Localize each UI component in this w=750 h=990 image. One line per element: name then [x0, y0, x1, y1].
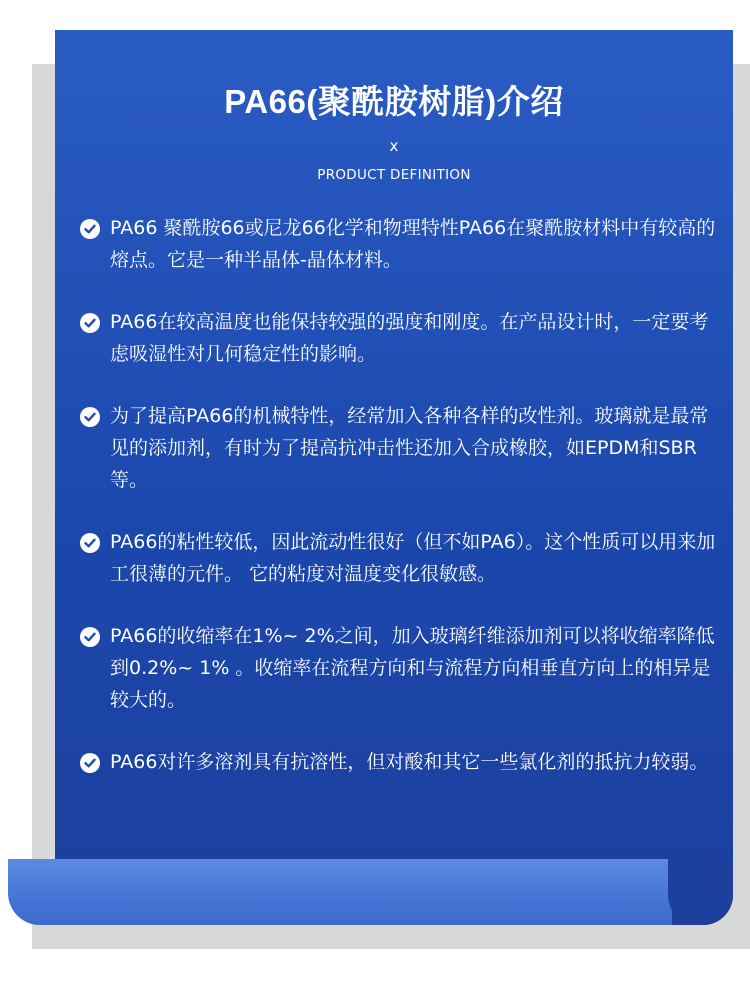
list-item-text: PA66的粘性较低，因此流动性很好（但不如PA6）。这个性质可以用来加工很薄的元件。 它的粘度对温度变化很敏感。	[110, 531, 716, 585]
check-circle-icon	[80, 219, 100, 239]
list-item-text: 为了提高PA66的机械特性，经常加入各种各样的改性剂。玻璃就是最常见的添加剂，有时为了提高抗冲击性还加入合成橡胶，如EPDM和SBR等。	[110, 405, 709, 491]
list-item	[80, 212, 720, 276]
list-item	[80, 620, 720, 716]
feature-list	[80, 212, 720, 778]
check-circle-icon	[80, 407, 100, 427]
list-item-text: PA66对许多溶剂具有抗溶性，但对酸和其它一些氯化剂的抵抗力较弱。	[110, 751, 709, 773]
page-subtitle: PRODUCT DEFINITION	[317, 167, 471, 183]
scroll-curl	[668, 859, 733, 925]
scroll-bottom-band	[8, 859, 672, 925]
list-item-text: PA66在较高温度也能保持较强的强度和刚度。在产品设计时，一定要考虑吸湿性对几何稳定性的影响。	[110, 311, 709, 365]
list-item-text: PA66 聚酰胺66或尼龙66化学和物理特性PA66在聚酰胺材料中有较高的熔点。它是一种半晶体-晶体材料。	[110, 217, 716, 271]
list-item-text: PA66的收缩率在1%~ 2%之间，加入玻璃纤维添加剂可以将收缩率降低到0.2%~ 1% 。收缩率在流程方向和与流程方向相垂直方向上的相异是较大的。	[110, 625, 715, 711]
list-item	[80, 746, 720, 778]
title-divider-mark: x	[389, 137, 399, 155]
list-item	[80, 400, 720, 496]
list-item	[80, 306, 720, 370]
check-circle-icon	[80, 753, 100, 773]
page-title: PA66(聚酰胺树脂)介绍	[224, 83, 564, 120]
list-item	[80, 526, 720, 590]
check-circle-icon	[80, 627, 100, 647]
check-circle-icon	[80, 313, 100, 333]
check-circle-icon	[80, 533, 100, 553]
